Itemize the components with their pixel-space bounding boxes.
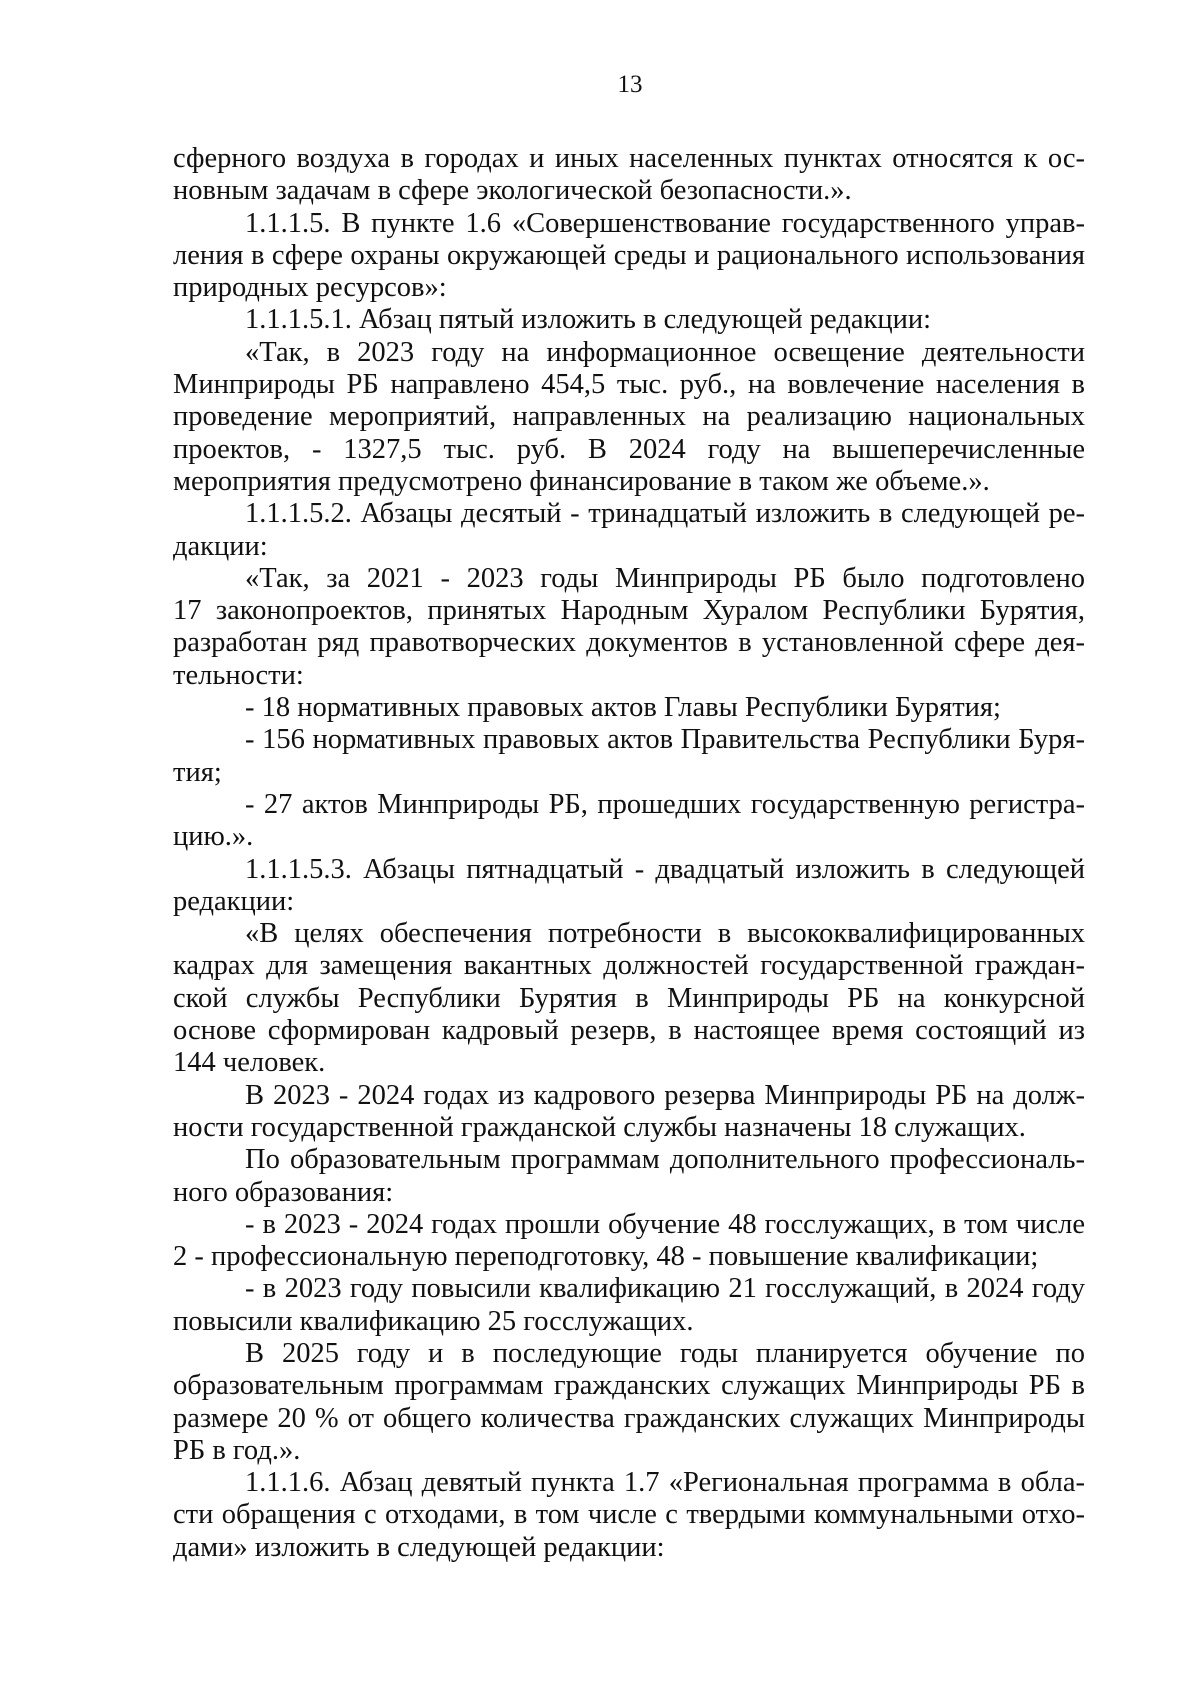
paragraph: В 2023 - 2024 годах из кадрового резерва Минприроды РБ на должности государственной гражданской службы назначены 18 служащих. — [173, 1079, 1085, 1143]
page-number: 13 — [617, 71, 643, 98]
paragraph: В 2025 году и в последующие годы планируется обучение по образовательным программам гражданских служащих Минприроды РБ в размере 20 % от общего количества гражданских служащих Минприроды РБ в год.». — [173, 1337, 1085, 1466]
paragraph: «Так, в 2023 году на информационное освещение деятельности Минприроды РБ направлено 454,5 тыс. руб., на вовлечение населения в проведение мероприятий, направленных на реализацию национальных проектов, - 1327,5 тыс. руб. В 2024 году на вышеперечисленные мероприятия предусмотрено финансирование в таком же объеме.». — [173, 336, 1085, 497]
paragraph: 1.1.1.5.1. Абзац пятый изложить в следующей редакции: — [245, 304, 931, 336]
paragraph: По образовательным программам дополнительного профессионального образования: — [173, 1144, 1085, 1208]
paragraph: 1.1.1.5.3. Абзацы пятнадцатый - двадцатый изложить в следующей редакции: — [173, 853, 1085, 917]
list-item: - 27 актов Минприроды РБ, прошедших государственную регистрацию.». — [173, 788, 1085, 853]
list-item: - 156 нормативных правовых актов Правительства Республики Бурятия; — [173, 724, 1085, 788]
list-item: - в 2023 - 2024 годах прошли обучение 48 госслужащих, в том числе 2 - профессиональную переподготовку, 48 - повышение квалификации; — [173, 1208, 1085, 1273]
paragraph: «Так, за 2021 - 2023 годы Минприроды РБ было подготовлено 17 законопроектов, принятых Народным Хуралом Республики Бурятия, разработан ряд правотворческих документов в установленной сфере деятельности: — [173, 562, 1085, 691]
list-item: - 18 нормативных правовых актов Главы Республики Бурятия; — [245, 692, 1001, 724]
paragraph: 1.1.1.5. В пункте 1.6 «Совершенствование государственного управления в сфере охраны окружающей среды и рационального использования природных ресурсов»: — [173, 207, 1085, 304]
paragraph: 1.1.1.5.2. Абзацы десятый - тринадцатый изложить в следующей редакции: — [173, 498, 1085, 562]
document-body — [173, 143, 1085, 1564]
list-item: - в 2023 году повысили квалификацию 21 госслужащий, в 2024 году повысили квалификацию 25 госслужащих. — [173, 1273, 1085, 1337]
paragraph: сферного воздуха в городах и иных населенных пунктах относятся к основным задачам в сфере экологической безопасности.». — [173, 143, 1085, 207]
paragraph: 1.1.1.6. Абзац девятый пункта 1.7 «Региональная программа в области обращения с отходами, в том числе с твердыми коммунальными отходами» изложить в следующей редакции: — [173, 1467, 1085, 1563]
paragraph: «В целях обеспечения потребности в высококвалифицированных кадрах для замещения вакантных должностей государственной гражданской службы Республики Бурятия в Минприроды РБ на конкурсной основе сформирован кадровый резерв, в настоящее время состоящий из 144 человек. — [173, 918, 1085, 1079]
